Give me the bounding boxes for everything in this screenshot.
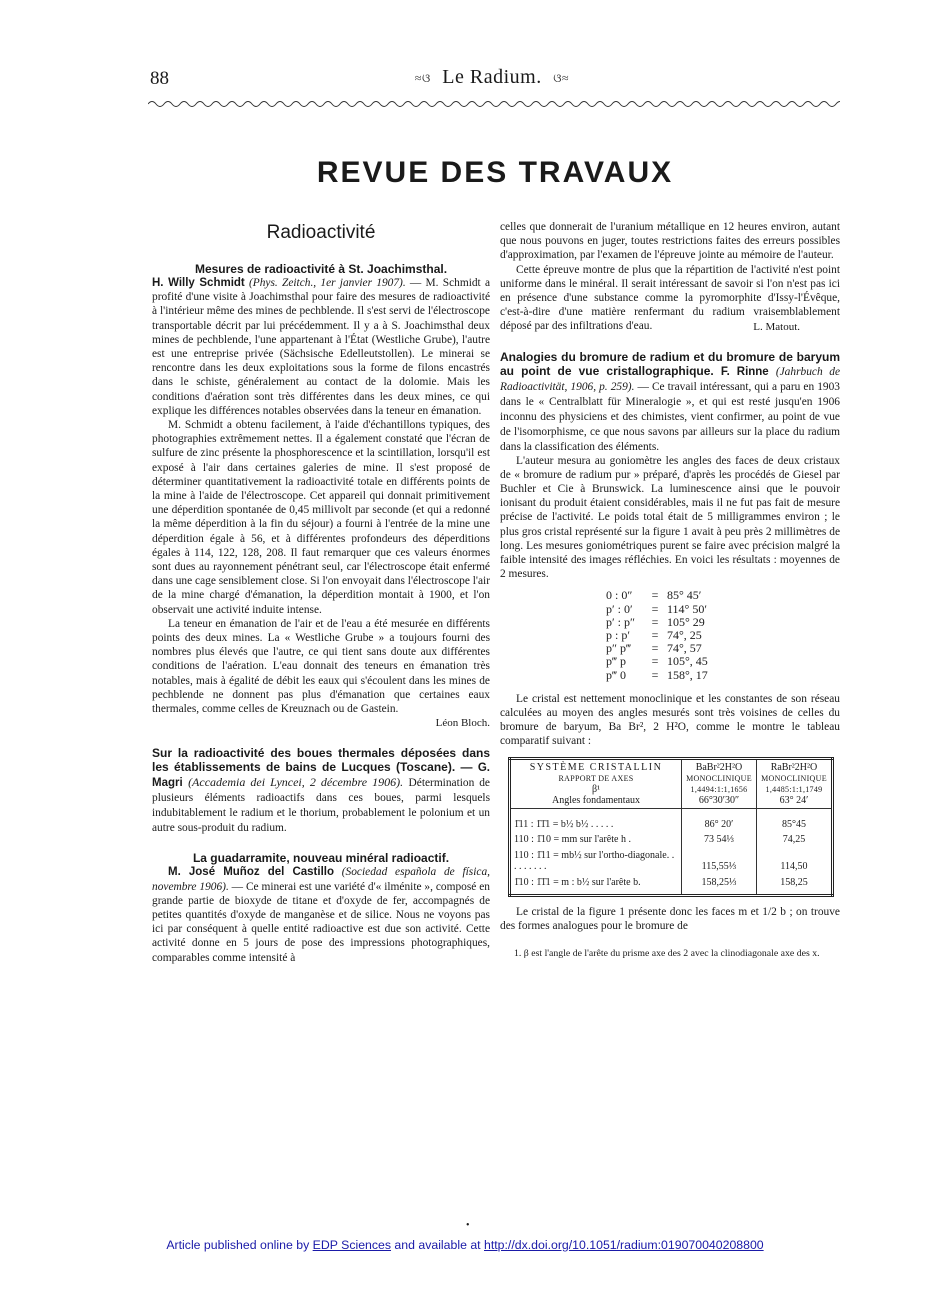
eq-lhs: p‴ p (606, 654, 626, 669)
table-cell: 73 54⅓ (682, 832, 757, 848)
footer-text: and available at (391, 1238, 484, 1252)
table-cell: 115,55⅓ (682, 848, 757, 875)
article-rinne (500, 350, 840, 582)
article-author: G. Magri (152, 762, 490, 790)
after-equations-paragraph: Le cristal est nettement monoclinique et les constantes de son réseau calculées au moyen des angles mesurés sont très voisines de celles du bromure de baryum, Ba Br², 2 H²O, comme le montre le tableau comparatif suivant : (500, 692, 840, 748)
table-row (510, 808, 833, 832)
wavy-rule (148, 98, 840, 110)
article-intro (152, 276, 490, 418)
printer-mark: • (466, 1220, 470, 1231)
publisher-footer (0, 1238, 930, 1252)
ornament-left-icon: ≈ଓ (414, 70, 431, 85)
article-title: Mesures de radioactivité à St. Joachimsthal. (194, 262, 448, 276)
article-journal: (Sociedad española de física, novembre 1906). (152, 866, 490, 893)
eq-lhs: p′ : p″ (606, 614, 635, 629)
header-title: BaBr²2H²O (695, 761, 743, 773)
right-column (500, 220, 840, 969)
header-sub: Angles fondamentaux (551, 794, 641, 806)
table-cell: 85°45 (756, 808, 832, 832)
header-sub: β¹ (591, 783, 601, 795)
article-paragraph: Détermination de plusieurs éléments radioactifs dans ces boues, parmi lesquels indubitablement le radium et le thorium, probablement le polonium et un autre sous-produit du radium. (152, 777, 490, 835)
eq-lhs: 0 : 0″ (606, 588, 633, 603)
continuation-paragraph: celles que donnerait de l'uranium métallique en 12 heures environ, autant que nous pouvons en juger, toutes restrictions faites des erreurs possibles d'approximation, par l'examen de l'épreuve jointe au mémoire de l'auteur. (500, 221, 840, 262)
article-paragraph: Ce travail intéressant, qui a paru en 1903 dans le « Centralblatt für Mineralogie », et qui est resté jusqu'en 1906 inconnu des physiciens et des chimistes, vient confirmer, au point de vue de l'isomorphisme, ce que nous savons par ailleurs sur la place du radium dans la classification des éléments. (500, 380, 840, 453)
article-lucques (152, 746, 490, 835)
equation-row: p′ : 0′ = 114° 50′ (606, 601, 707, 616)
article-joachimsthal (152, 262, 490, 730)
table-cell: 1̄10 : 1̄1̄1 = m : b½ sur l'arête b. (510, 875, 682, 896)
header-sub: 1,4485:1:1,1749 (765, 784, 823, 794)
eq-lhs: p : p′ (606, 628, 630, 643)
dash: — (405, 277, 426, 289)
table-cell: 158,25⅓ (682, 875, 757, 896)
table-cell: 74,25 (756, 832, 832, 848)
table-cell: 1̄11 : 1̄1̄1 = b½ b½ . . . . . (510, 808, 682, 832)
equation-row: 0 : 0″ = 85° 45′ (606, 588, 702, 603)
header-sub: 1,4494:1:1,1656 (690, 784, 748, 794)
eq-lhs: p″ p‴ (606, 641, 631, 656)
article-paragraph: Ce minerai est une variété d'« ilménite », composé en grande partie de bioxyde de titane et d'oxyde de fer, accompagnés de petites quantités d'oxyde de manganèse et de silice. Nous ne voyons pas ici par conséquent à quelle entité radioactive est due son activité. Cette activité donne en 5 jours de pose des impressions photographiques, comparables comme intensité à (152, 880, 490, 964)
table-row (510, 832, 833, 848)
eq-rhs: 85° 45′ (667, 588, 702, 603)
article-paragraph: La teneur en émanation de l'air et de l'eau a été mesurée en différents points des deux mines. La « Westliche Grube » a toujours fourni des nombres plus élevés que l'autre, ce qui tient sans doute aux différentes conditions de l'aération. L'eau donnait des teneurs en émanation très notables, mais à égalité de débit les eaux qui s'écoulent dans les mines de pechblende ne donnent pas plus d'émanation que certaines eaux thermales, comme celles de Kreuznach ou de Gastein. (152, 617, 490, 716)
main-title: REVUE DES TRAVAUX (316, 156, 674, 189)
article-journal: (Accademia dei Lyncei, 2 décembre 1906). (188, 775, 404, 790)
eq-rhs: 158°, 17 (667, 667, 708, 682)
article-signature: Léon Bloch. (435, 717, 490, 730)
header-sub: MONOCLINIQUE (761, 773, 827, 783)
equation-row: p‴ p = 105°, 45 (606, 654, 708, 669)
article-intro (152, 865, 490, 964)
header-sub: RAPPORT DE AXES (558, 773, 634, 783)
eq-lhs: p′ : 0′ (606, 601, 633, 616)
dash: — (634, 380, 652, 393)
footer-text: Article published online by (166, 1238, 313, 1252)
table-cell: 86° 20′ (682, 808, 757, 832)
equation-row: p′ : p″ = 105° 29 (606, 614, 705, 629)
header-sub: 66°30′30″ (698, 794, 740, 806)
running-title (382, 66, 602, 89)
eq-rhs: 114° 50′ (667, 601, 707, 616)
table-header-cell (756, 758, 832, 808)
article-journal: (Jahrbuch de Radioactivität, 1906, p. 259). (500, 365, 841, 393)
table-cell: 110 : 1̄10 = mm sur l'arête h . (510, 832, 682, 848)
publisher-link[interactable]: EDP Sciences (312, 1238, 392, 1252)
table-row (510, 848, 833, 875)
table-header-cell (510, 758, 682, 808)
header-sub: 63° 24′ (779, 794, 809, 806)
footnote: 1. β est l'angle de l'arête du prisme axe des 2 avec la clinodiagonale axe des x. (514, 947, 820, 959)
eq-rhs: 105° 29 (667, 614, 705, 629)
table-header-row (510, 758, 833, 808)
angle-measurements (606, 589, 840, 681)
table-row (510, 875, 833, 896)
left-column (152, 222, 490, 965)
article-title-text: Analogies du bromure de radium et du bromure de baryum au point de vue cristallographique. (500, 349, 840, 378)
dash: — (228, 880, 246, 893)
table-cell: 158,25 (756, 875, 832, 896)
comparison-table (508, 757, 834, 898)
article-author: H. Willy Schmidt (152, 277, 245, 289)
header-title: RaBr²2H²O (770, 761, 818, 773)
dash: — (455, 760, 478, 775)
article-title: La guadarramite, nouveau minéral radioactif. (192, 851, 450, 866)
ornament-right-icon: ଓ≈ (553, 70, 570, 85)
running-title-text: Le Radium. (442, 66, 542, 88)
after-table-paragraph: Le cristal de la figure 1 présente donc les faces m et 1/2 b ; on trouve des formes analogues pour le bromure de (500, 906, 840, 933)
eq-rhs: 74°, 57 (667, 641, 702, 656)
equation-row: p : p′ = 74°, 25 (606, 628, 702, 643)
article-paragraph: M. Schmidt a obtenu facilement, à l'aide d'échantillons typiques, des photographies extrêmement nettes. Il a également constaté que l'écran de sulfure de zinc présente la phosphorescence et la scintillation, lorsqu'il est exposé à l'air dans certaines galeries de mine. Il s'est proposé de déterminer quantitativement la radioactivité totale en différents points de la mine à l'aide de l'électroscope. Cet appareil qui donnait primitivement une déperdition spontanée de 0,45 millivolt par seconde (et qui a redonné la même déperdition à la fin du séjour) a fourni à l'entrée de la mine une déperdition égale à 56, et à différentes profondeurs des déperditions égales à 114, 122, 128, 208. Il faut remarquer que ces valeurs énormes sont dues au rayonnement pénétrant seul, car l'électroscope était enfermé dans une cage sensiblement close. Si l'on envoyait dans l'électroscope l'air de la mine chargé d'émanation, la déperdition montait à 1900, et l'on observait une activité induite intense. (152, 419, 490, 616)
table-cell: 110 : 1̄11 = mb½ sur l'ortho-diagonale. . . . . . . . . (510, 848, 682, 875)
eq-lhs: p‴ 0 (606, 667, 626, 682)
equation-row: p″ p‴ = 74°, 57 (606, 641, 702, 656)
page-number: 88 (150, 68, 169, 89)
header-sub: MONOCLINIQUE (686, 773, 752, 783)
doi-link[interactable]: http://dx.doi.org/10.1051/radium:019070040208800 (484, 1238, 764, 1252)
eq-rhs: 105°, 45 (667, 654, 708, 669)
article-journal: (Phys. Zeitch., 1er janvier 1907). (248, 277, 406, 289)
article-author: F. Rinne (720, 365, 769, 378)
equation-row: p‴ 0 = 158°, 17 (606, 667, 708, 682)
article-title (152, 746, 490, 835)
continuation-paragraph: Cette épreuve montre de plus que la répartition de l'activité n'est point uniforme dans le minéral. Il serait intéressant de savoir si l'on n'est pas ici en présence d'une substance comme la pyromorphite d'Issy-l'Évêque, c'est-à-dire d'une matière renfermant du radium vraisemblablement déposé par des infiltrations d'eau. (500, 263, 840, 333)
eq-rhs: 74°, 25 (667, 628, 702, 643)
article-signature: L. Matout. (753, 320, 800, 333)
header-title: SYSTÈME CRISTALLIN (529, 761, 663, 773)
article-title (500, 350, 840, 454)
table-header-cell (682, 758, 757, 808)
article-paragraph: M. Schmidt a profité d'une visite à Joachimsthal pour faire des mesures de radioactivité à l'intérieur même des mines de pechblende. Il s'est servi de l'électroscope transportable décrit par lui précédemment. Il y a à S. Joachimsthal deux mines de pechblende, l'une appartenant à l'État (Westliche Grube), l'autre est une entreprise privée (Sächsische Edelleutstollen). Le minerai se rencontre dans les deux exploitations sous la forme de filons encastrés dans le schiste, généralement au contact de la dolomie. Mais les conditions d'aération sont très différentes dans les deux mines, ce qui explique les différences notables observées dans la teneur en émanation. (152, 277, 490, 417)
article-paragraph: L'auteur mesura au goniomètre les angles des faces de deux cristaux de « bromure de radium pur » préparé, d'après les procédés de Giesel par Buchler et Cie à Brunswick. La luminescence ainsi que le pouvoir ionisant du produit étaient considérables, mais il ne fut pas fait de mesure précise de l'activité. Le poids total était de 5 milligrammes environ ; le plus gros cristal représenté sur la figure 1 avait à peu près 2 millimètres de long. Les mesures goniométriques purent se faire avec précision malgré la faible intensité des images réfléchies. En voici les résultats : moyennes de 2 mesures. (500, 454, 840, 581)
article-title-text: Sur la radioactivité des boues thermales déposées dans les établissements de bains de Lucques (Toscane). (152, 746, 490, 775)
article-author: M. José Muñoz del Castillo (168, 866, 334, 879)
table-cell: 114,50 (756, 848, 832, 875)
section-title: Radioactivité (266, 222, 376, 243)
article-guadarramite (152, 851, 490, 964)
